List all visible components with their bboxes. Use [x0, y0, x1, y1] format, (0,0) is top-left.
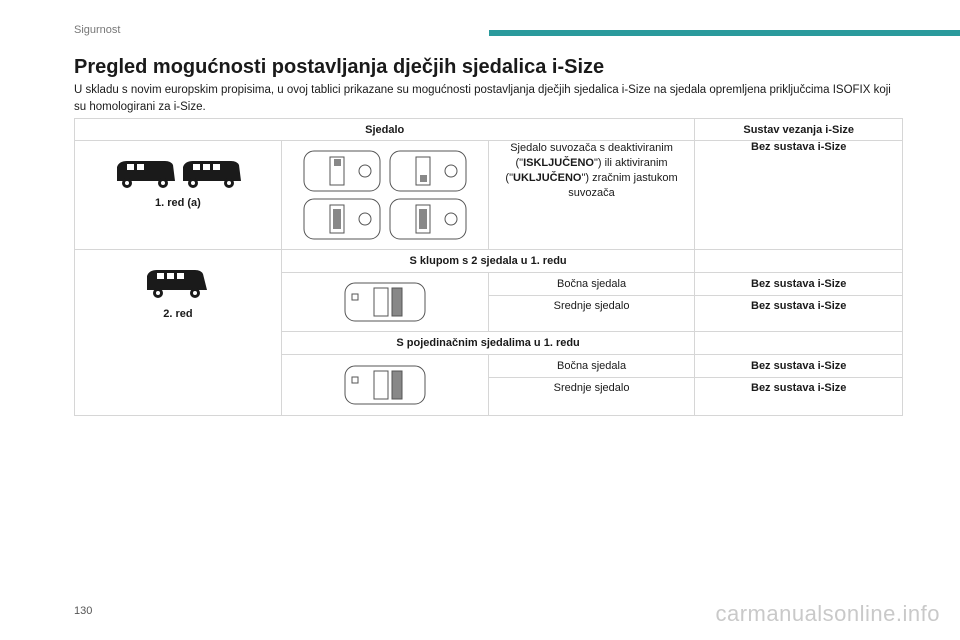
group1-diagram-cell [281, 273, 488, 332]
side-seats-value: Bez sustava i-Size [695, 355, 903, 378]
watermark: carmanualsonline.info [715, 601, 940, 626]
table-row-second-group1 [75, 250, 903, 273]
row2-label-cell [75, 250, 282, 416]
header-system: Sustav vezanja i-Size [695, 119, 903, 141]
van-icon [145, 266, 211, 300]
group1-title: S klupom s 2 sjedala u 1. redu [281, 250, 695, 273]
row1-description: Sjedalo suvozača s deaktiviranim ("ISKLJUČENO") ili aktiviranim ("UKLJUČENO") zračnim jastukom suvozača [488, 141, 695, 250]
group2-empty [695, 332, 903, 355]
page-number: 130 [74, 605, 93, 617]
section-accent-bar [489, 30, 960, 36]
section-label: Sigurnost [74, 24, 121, 36]
single-seats-diagram [344, 365, 426, 405]
row1-value: Bez sustava i-Size [695, 141, 903, 250]
row1-label: 1. red (a) [154, 197, 201, 209]
i-size-table [74, 118, 903, 416]
intro-paragraph: U skladu s novim europskim propisima, u ovoj tablici prikazane su mogućnosti postavljanja dječjih sjedalica i-Size na sjedala opremljena priključcima ISOFIX koji su homologirani za i-Size. [74, 84, 891, 113]
row1-label-cell [75, 141, 282, 250]
middle-seat-value: Bez sustava i-Size [695, 296, 903, 332]
bench-seat-diagram [344, 282, 426, 322]
middle-seat-label: Srednje sjedalo [488, 296, 695, 332]
header-seat: Sjedalo [75, 119, 695, 141]
van-icon [113, 155, 243, 191]
seat-layout-diagram [300, 147, 470, 243]
row1-diagram-cell [281, 141, 488, 250]
side-seats-label: Bočna sjedala [488, 273, 695, 296]
group2-diagram-cell [281, 355, 488, 416]
group1-empty [695, 250, 903, 273]
side-seats-label: Bočna sjedala [488, 355, 695, 378]
group2-title: S pojedinačnim sjedalima u 1. redu [281, 332, 695, 355]
page-title: Pregled mogućnosti postavljanja dječjih sjedalica i-Size [74, 56, 605, 78]
table-header-row [75, 119, 903, 141]
middle-seat-value: Bez sustava i-Size [695, 378, 903, 416]
side-seats-value: Bez sustava i-Size [695, 273, 903, 296]
table-row-first [75, 141, 903, 250]
row2-label: 2. red [163, 308, 193, 320]
middle-seat-label: Srednje sjedalo [488, 378, 695, 416]
